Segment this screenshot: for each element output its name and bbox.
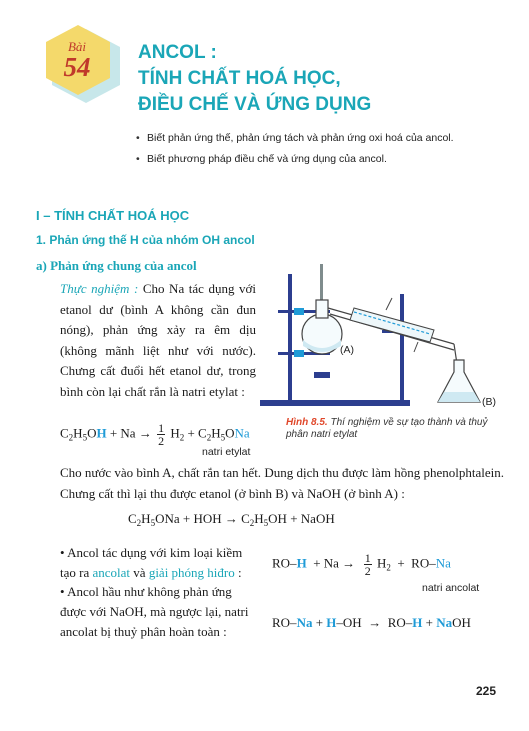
hydrogen-link[interactable]: giải phóng hiđro xyxy=(148,565,235,580)
distillation-apparatus-icon xyxy=(258,264,498,412)
figure-caption-text: Thí nghiệm về sự tạo thành và thuỷ phân natri etylat xyxy=(286,417,488,440)
bullet-1-pre: • Ancol tác dụng với kim loại kiềm tạo ra xyxy=(60,545,243,580)
figure-caption xyxy=(286,417,496,441)
bullet-1 xyxy=(60,543,260,583)
equation-3: RO–H + Na → $\frac{1}{2}$ $H_2 + RO-Na$ xyxy=(272,551,451,578)
page-title xyxy=(138,40,498,118)
title-line-1: ANCOL : xyxy=(138,42,217,63)
section-heading: I – TÍNH CHẤT HOÁ HỌC xyxy=(36,208,190,223)
equation-1: $C_2H_5OH + Na$ → $\frac{1}{2}$ $H_2 + C_2H_5ONa$ xyxy=(60,421,250,448)
objective-item: • Biết phương pháp điều chế và ứng dụng của ancol. xyxy=(134,149,514,170)
bullet-2: • Ancol hầu như không phản ứng được với NaOH, mà ngược lại, natri ancolat bị thuỷ phân hoàn toàn : xyxy=(60,584,249,639)
experiment-text: Cho Na tác dụng với etanol dư (bình A không cần đun nóng), phản ứng xảy ra êm dịu (không mãnh liệt như với nước). Chưng cất đuổi hết etanol dư, trong bình còn lại chất rắn là natri etylat : xyxy=(60,281,256,399)
bullet-1-post: : xyxy=(234,565,242,580)
lesson-badge xyxy=(44,25,126,107)
lesson-label: Bài xyxy=(67,39,87,54)
eq1-product-label: natri etylat xyxy=(202,446,251,458)
apparatus-figure xyxy=(258,264,498,412)
figure-number: Hình 8.5. xyxy=(286,417,328,428)
eq3-frac-den: 2 xyxy=(364,564,371,578)
title-line-2: TÍNH CHẤT HOÁ HỌC, xyxy=(138,68,341,89)
equation-4: RO–Na + H–OH → RO–H + NaOH xyxy=(272,615,471,630)
page-number: 225 xyxy=(476,684,497,698)
objectives-list xyxy=(134,128,514,170)
subsubsection-heading: a) Phản ứng chung của ancol xyxy=(36,258,197,273)
title-line-3: ĐIỀU CHẾ VÀ ỨNG DỤNG xyxy=(138,94,372,115)
flask-b-label: (B) xyxy=(482,396,496,408)
eq3-product-label: natri ancolat xyxy=(422,582,480,594)
objective-item: • Biết phản ứng thế, phản ứng tách và phản ứng oxi hoá của ancol. xyxy=(134,128,514,149)
experiment-paragraph xyxy=(60,279,256,402)
experiment-lead: Thực nghiệm : xyxy=(60,281,139,296)
eq1-frac-den: 2 xyxy=(158,434,165,448)
lesson-number: 54 xyxy=(63,52,91,82)
equation-2: $C_2H_5ONa$ + HOH → $C_2H_5OH$ + NaOH xyxy=(128,511,335,528)
flask-a-label: (A) xyxy=(340,344,354,356)
paragraph-2: Cho nước vào bình A, chất rắn tan hết. Dung dịch thu được làm hồng phenolphtalein. Chưng cất thì lại thu được etanol (ở bình B) và NaOH (ở bình A) : xyxy=(60,465,504,501)
ancolat-link[interactable]: ancolat xyxy=(92,565,131,580)
eq3-frac-num: 1 xyxy=(364,551,371,565)
eq1-frac-num: 1 xyxy=(158,421,165,435)
subsection-heading: 1. Phản ứng thế H của nhóm OH ancol xyxy=(36,233,255,247)
bullet-1-mid: và xyxy=(130,565,149,580)
